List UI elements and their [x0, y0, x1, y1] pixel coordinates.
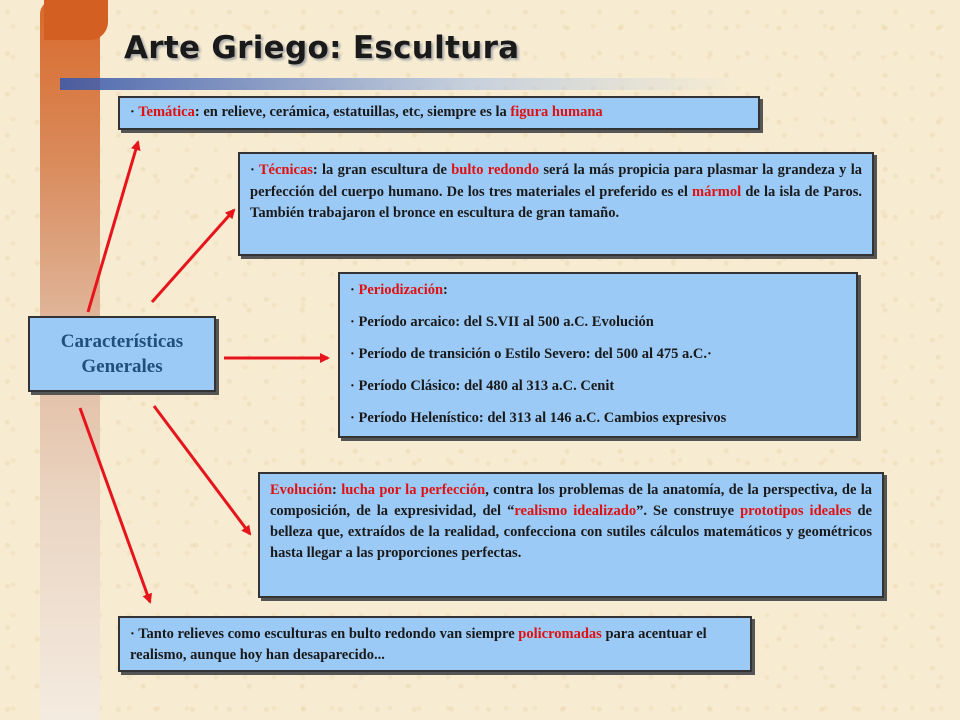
tecnicas-highlight-1: bulto redondo	[451, 162, 540, 178]
tecnicas-text-1: : la gran escultura de	[312, 162, 452, 178]
evolucion-text-1: :	[332, 482, 342, 498]
periodizacion-heading	[350, 282, 846, 314]
periodizacion-label: Periodización	[358, 282, 444, 298]
evolucion-highlight-2: realismo idealizado	[514, 503, 637, 519]
list-item: · Período Clásico: del 480 al 313 a.C. Cenit	[350, 378, 615, 394]
tematica-label: Temática	[138, 104, 195, 120]
arrow-to-tematica	[88, 142, 138, 312]
center-box-caracteristicas	[28, 316, 216, 392]
tecnicas-text-3: de la isla de Paros. También trabajaron el bronce en escultura de gran tamaño.	[250, 183, 862, 221]
evolucion-highlight-3: prototipos ideales	[740, 503, 852, 519]
arrow-to-tecnicas	[152, 210, 234, 302]
box-policromadas	[118, 616, 752, 672]
tecnicas-label: Técnicas	[258, 162, 313, 178]
center-line-1: Características	[60, 331, 184, 352]
arrow-to-policromadas	[80, 408, 150, 602]
evolucion-highlight-1: lucha por la perfección	[341, 482, 486, 498]
arrow-to-evolucion	[154, 406, 250, 534]
tematica-text: : en relieve, cerámica, estatuillas, etc, siempre es la	[194, 104, 511, 120]
periodizacion-colon: :	[443, 282, 448, 298]
evolucion-text-4: de belleza que, extraídos de la realidad, confecciona con sutiles cálculos matemáticos y geométricos hasta llegar a las proporciones perfectas.	[270, 503, 872, 561]
evolucion-text-3: ”. Se construye	[636, 503, 741, 519]
tecnicas-text-2: será la más propicia para plasmar la grandeza y la perfección del cuerpo humano. De los tres materiales el preferido es el	[250, 162, 862, 200]
box-periodizacion	[338, 272, 858, 438]
tematica-highlight: figura humana	[510, 104, 603, 120]
tecnicas-highlight-2: mármol	[692, 183, 742, 200]
policromadas-text-2: para acentuar el realismo, aunque hoy han desaparecido...	[130, 626, 707, 663]
bullet: ·	[250, 162, 259, 178]
page-title: Arte Griego: Escultura	[124, 30, 520, 66]
bullet: ·	[350, 282, 359, 298]
evolucion-label: Evolución	[270, 482, 333, 498]
list-item: · Período de transición o Estilo Severo: del 500 al 475 a.C.·	[350, 346, 712, 362]
evolucion-text-2: , contra los problemas de la anatomía, de la perspectiva, de la composición, de la expresividad, del “	[270, 482, 872, 519]
list-item: · Período Helenístico: del 313 al 146 a.C. Cambios expresivos	[350, 410, 727, 426]
list-item: · Período arcaico: del S.VII al 500 a.C. Evolución	[350, 314, 654, 330]
box-tecnicas	[238, 152, 874, 256]
center-line-2: Generales	[81, 356, 163, 377]
policromadas-text-1: · Tanto relieves como esculturas en bulto redondo van siempre	[130, 626, 519, 642]
box-evolucion	[258, 472, 884, 598]
box-tematica	[118, 96, 760, 130]
bullet: ·	[130, 104, 139, 120]
policromadas-highlight: policromadas	[518, 626, 602, 642]
